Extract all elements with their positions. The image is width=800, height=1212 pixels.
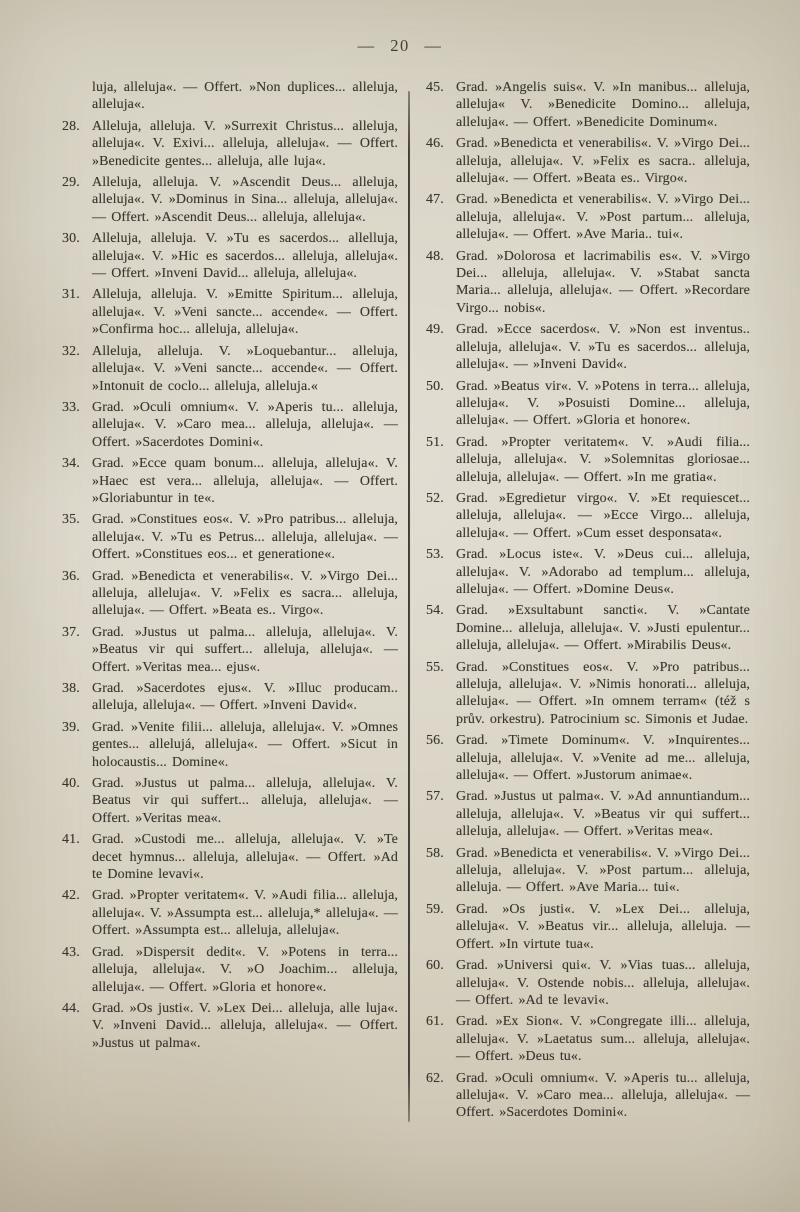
entry-number: 53. [426,547,444,563]
entry-text: Alleluja, alleluja. V. »Emitte Spiritum... alleluja, alleluja«. V. »Veni sancte... accende«. — Offert. »Confirma hoc... alleluja, alleluja«. [92,287,398,338]
entry-number: 28. [62,118,80,134]
entry-text: Grad. »Propter veritatem«. V. »Audi filia... alleluja, alleluja«. V. »Solemnitas gloriosae... alleluja, alleluja«. — Offert. »In me gratia«. [456,434,750,485]
entry-50 [426,378,750,430]
entry-38 [62,680,398,715]
entry-text: Grad. »Beatus vir«. V. »Potens in terra... alleluja, alleluja«. V. »Posuisti Domine... alleluja, alleluja«. — Offert. »Gloria et honore«. [456,378,750,429]
entry-number: 45. [426,80,444,95]
entry-29 [62,174,398,226]
entry-37 [62,624,398,676]
entry-42 [62,887,398,939]
entry-62 [426,1070,750,1122]
entry-number: 39. [62,719,80,735]
entry-number: 61. [426,1014,444,1030]
entry-56 [426,732,750,784]
entry-text: Grad. »Benedicta et venerabilis«. V. »Virgo Dei... alleluja, alleluja«. V. »Post partum... alleluja, alleluja«. — Offert. »Ave Maria.. tui«. [456,192,750,243]
entry-60 [426,957,750,1009]
entry-number: 43. [62,944,80,960]
entry-36 [62,568,398,620]
entry-number: 55. [426,659,444,675]
entry-text: Alleluja, alleluja. V. »Tu es sacerdos... allelluja, alleluja«. V. »Hic es sacerdos... alleluja, alleluja«. — Offert. »Inveni David... alleluja, alleluja«. [92,231,398,282]
entry-number: 48. [426,248,444,264]
entry-text: Grad. »Oculi omnium«. V. »Aperis tu... alleluja, alleluja«. V. »Caro mea... alleluja, alleluja«. — Offert. »Sacerdotes Domini«. [92,399,398,450]
entry-text: Grad. »Locus iste«. V. »Deus cui... alleluja, alleluja«. V. »Adorabo ad templum... alleluja, alleluja«. — Offert. »Domine Deus«. [456,547,750,597]
entry-number: 54. [426,603,444,619]
entry-number: 47. [426,192,444,208]
entry-number: 35. [62,512,80,528]
entry-48 [426,248,750,318]
entry-text: Grad. »Angelis suis«. V. »In manibus... alleluja, alleluja« V. »Benedicite Domino... alleluja, alleluja«. — Offert. »Benedicite Dominum«. [456,80,750,130]
entry-55 [426,659,750,729]
entry-text: Grad. »Benedicta et venerabilis«. V. »Virgo Dei... alleluja, alleluja«. V. »Felix es sacra... alleluja, alleluja«. — Offert. »Beata es.. Virgo«. [92,568,398,619]
entry-text: Grad. »Justus ut palma... alleluja, alleluja«. V. Beatus vir qui suffert... alleluja, alleluja«. — Offert. »Veritas mea«. [92,776,398,826]
entry-number: 57. [426,789,444,805]
entry-text: Grad. »Ex Sion«. V. »Congregate illi... alleluja, alleluja«. V. »Laetatus sum... alleluja, alleluja«. — Offert. »Deus tu«. [456,1014,750,1065]
entry-35 [62,511,398,563]
entry-number: 30. [62,231,80,247]
entry-text: Grad. »Exsultabunt sancti«. V. »Cantate Domine... alleluja, alleluja«. V. »Justi epulentur... alleluja, alleluja«. — Offert. »Mirabilis Deus«. [456,603,750,654]
entry-61 [426,1013,750,1065]
entry-34 [62,455,398,507]
entry-text: Grad. »Benedicta et venerabilis«. V. »Virgo Dei... alleluja, alleluja«. V. »Felix es sacra.. alleluja, alleluja«. — Offert. »Beata es.. Virgo«. [456,136,750,187]
entry-text: Grad. »Timete Dominum«. V. »Inquirentes... alleluja, alleluja«. V. »Venite ad me... alleluja, alleluja«. — Offert. »Justorum animae«. [456,733,750,784]
entry-text: Grad. »Os justi«. V. »Lex Dei... alleluja, alle luja«. V. »Inveni David... alleluja, alleluja«. — Offert. »Justus ut palma«. [92,1000,398,1051]
entry-39 [62,719,398,771]
page-number: — 20 — [357,36,443,55]
entry-53 [426,546,750,598]
entry-text: Grad. »Justus ut palma«. V. »Ad annuntiandum... alleluja, alleluja«. V. »Beatus vir qui suffert... alleluja, alleluja«. — Offert. »Veritas mea«. [456,789,750,840]
entry-text: Grad. »Universi qui«. V. »Vias tuas... alleluja, alleluja«. V. Ostende nobis... alleluja, alleluja«. — Offert. »Ad te levavi«. [456,958,750,1008]
entry-text: Grad. »Custodi me... alleluja, alleluja«. V. »Te decet hymnus... alleluja, alleluja«. — Offert. »Ad te Domine levavi«. [92,832,398,883]
entry-number: 33. [62,399,80,415]
entry-number: 31. [62,287,80,303]
entry-text: Grad. »Egredietur virgo«. V. »Et requiescet... alleluja, alleluja«. — »Ecce Virgo... alleluja, alleluja«. — Offert. »Cum esset desponsata«. [456,490,750,541]
entry-text: Grad. »Ecce quam bonum... alleluja, alleluja«. V. »Haec est vera... alleluja, alleluja«. — Offert. »Gloriabuntur in te«. [92,456,398,506]
entry-28 [62,118,398,170]
entry-40 [62,775,398,827]
entry-51 [426,434,750,486]
entry-58 [426,845,750,897]
entry-41 [62,831,398,883]
entry-number: 44. [62,1000,80,1016]
entry-text: Alleluja, alleluja. V. »Ascendit Deus... alleluja, alleluja«. V. »Dominus in Sina... alleluja, alleluja«. — Offert. »Ascendit Deus... alleluja, alleluja«. [92,175,398,225]
entry-number: 60. [426,958,444,974]
entry-number: 62. [426,1070,444,1086]
entry-number: 59. [426,901,444,917]
entry-number: 51. [426,434,444,450]
entry-number: 32. [62,343,80,359]
entry-text: Grad. »Constitues eos«. V. »Pro patribus... alleluja, alleluja«. V. »Nimis honorati... alleluja, alleluja«. — Offert. »In omnem terram« (též s prův. orkestru). Patrocinium sc. Simonis et Judae. [456,659,750,727]
entry-text: Grad. »Benedicta et venerabilis«. V. »Virgo Dei... alleluja, alleluja«. V. »Post partum... alleluja, alleluja. — Offert. »Ave Maria... tui«. [456,845,750,896]
entry-text: Grad. »Os justi«. V. »Lex Dei... alleluja, alleluja«. V. »Beatus vir... alleluja, alleluja. — Offert. »In virtute tua«. [456,901,750,952]
entry-number: 42. [62,888,80,904]
left-column [62,79,398,1056]
entry-text: Grad. »Propter veritatem«. V. »Audi filia... alleluja, alleluja«. V. »Assumpta est... alleluja,* alleluja«. — Offert. »Assumpta est... alleluja, alleluja«. [92,888,398,939]
entry-57 [426,788,750,840]
entry-31 [62,286,398,338]
entry-number: 37. [62,624,80,640]
entry-number: 36. [62,568,80,584]
entry-43 [62,944,398,996]
entry-number: 58. [426,845,444,861]
entry-text: Alleluja, alleluja. V. »Loquebantur... alleluja, alleluja«. V. »Veni sancte... accende«. — Offert. »Intonuit de coclo... alleluja, alleluja.« [92,343,398,394]
entry-number: 34. [62,456,80,472]
entry-number: 56. [426,733,444,749]
entry-30 [62,230,398,282]
entry-59 [426,901,750,953]
entry-text: Grad. »Constitues eos«. V. »Pro patribus... alleluja, alleluja«. V. »Tu es Petrus... alleluja, alleluja«. — Offert. »Constitues eos... et generatione«. [92,512,398,563]
entry-33 [62,399,398,451]
entry-number: 40. [62,776,80,792]
text-columns [62,79,750,1126]
entry-49 [426,321,750,373]
entry-text: Grad. »Dolorosa et lacrimabilis es«. V. »Virgo Dei... alleluja, alleluja«. V. »Stabat sancta Maria... alleluja, alleluja«. — Offert. »Recordare Virgo... nobis«. [456,248,750,316]
entry-54 [426,602,750,654]
entry-number: 29. [62,175,80,191]
entry-text: Grad. »Oculi omnium«. V. »Aperis tu... alleluja, alleluja«. V. »Caro mea... alleluja, alleluja«. — Offert. »Sacerdotes Domini«. [456,1070,750,1121]
entry-44 [62,1000,398,1052]
entry-text: Grad. »Dispersit dedit«. V. »Potens in terra... alleluja, alleluja«. V. »O Joachim... alleluja, alleluja«. — Offert. »Gloria et honore«. [92,944,398,995]
entry-32 [62,343,398,395]
entry-text: Grad. »Sacerdotes ejus«. V. »Illuc producam.. alleluja, alleluja«. — Offert. »Inveni David«. [92,681,398,714]
entry-number: 38. [62,681,80,696]
entry-text: luja, alleluja«. — Offert. »Non duplices... alleluja, alleluja«. [92,80,398,113]
entry-number: 41. [62,832,80,848]
entry-text: Grad. »Ecce sacerdos«. V. »Non est inventus.. alleluja, alleluja«. V. »Tu es sacerdos... alleluja, alleluja«. — »Inveni David«. [456,322,750,373]
entry-number: 52. [426,490,444,506]
entry-46 [426,135,750,187]
entry-text: Grad. »Venite filii... alleluja, alleluja«. V. »Omnes gentes... allelujá, alleluja«. — Offert. »Sicut in holocaustis... Domine«. [92,719,398,770]
entry-text: Alleluja, alleluja. V. »Surrexit Christus... alleluja, alleluja«. V. Exivi... alleluja, alleluja«. — Offert. »Benedicite gentes... alleluja, alle luja«. [92,118,398,169]
entry-number: 49. [426,322,444,338]
entry-number: 50. [426,378,444,394]
entry-continuation [62,79,398,114]
entry-text: Grad. »Justus ut palma... alleluja, alleluja«. V. »Beatus vir qui suffert... alleluja, alleluja«. — Offert. »Veritas mea... ejus«. [92,624,398,675]
right-column [426,79,750,1126]
entry-45 [426,79,750,131]
entry-52 [426,490,750,542]
entry-number: 46. [426,136,444,152]
entry-47 [426,191,750,243]
